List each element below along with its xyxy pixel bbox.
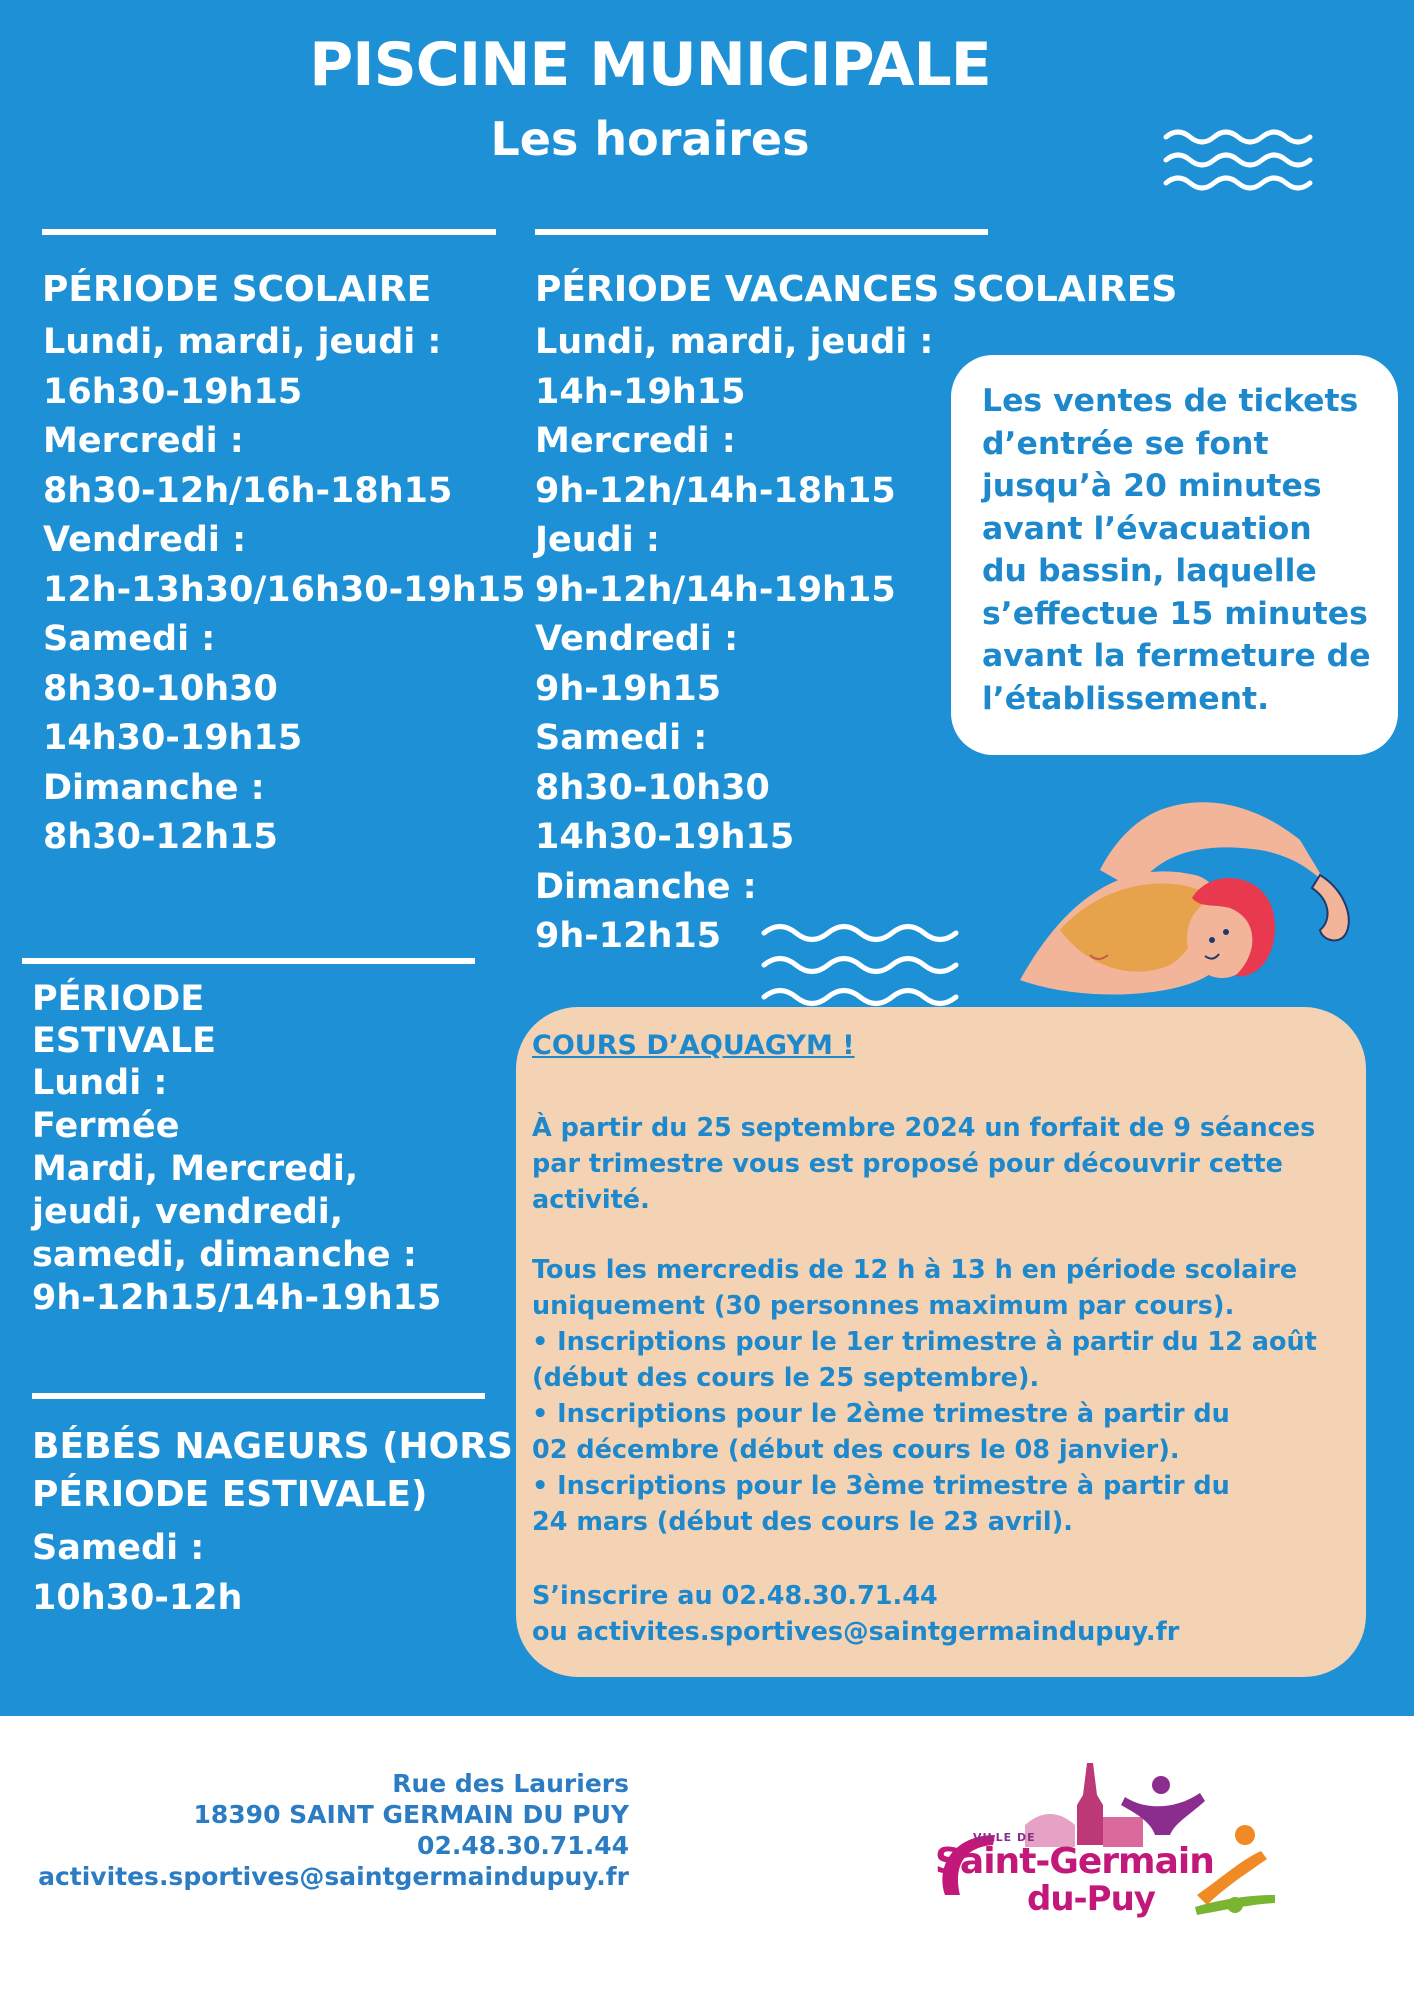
callout-line: jusqu’à 20 minutes [982,468,1322,504]
schedule-estivale [32,1062,441,1320]
schedule-line: Mercredi : [43,421,244,461]
divider-estivale [22,958,475,964]
schedule-line: 9h-12h15/14h-19h15 [32,1278,442,1318]
schedule-line: jeudi, vendredi, [32,1192,344,1232]
footer-email-link[interactable]: activites.sportives@saintgermaindupuy.fr [38,1862,629,1891]
schedule-line: Samedi : [535,718,708,758]
callout-line: avant la fermeture de [982,638,1371,674]
callout-line: l’établissement. [982,680,1270,717]
footer-street: Rue des Lauriers [392,1769,629,1798]
aquagym-line: À partir du 25 septembre 2024 un forfait de 9 séances [532,1113,1316,1143]
aquagym-line: • Inscriptions pour le 1er trimestre à partir du 12 août [532,1327,1317,1357]
schedule-line: 8h30-10h30 [43,668,278,709]
estivale-title-line: PÉRIODE [32,979,205,1019]
schedule-line: 14h30-19h15 [43,718,303,758]
schedule-line: Mardi, Mercredi, [32,1149,359,1189]
swimmer-illustration [960,780,1400,1030]
aquagym-heading: COURS D’AQUAGYM ! [532,1030,855,1061]
schedule-line: Dimanche : [43,767,265,808]
page-subtitle: Les horaires [490,112,810,166]
callout-line: avant l’évacuation [982,510,1312,547]
divider-vacances [535,229,988,235]
footer-city: 18390 SAINT GERMAIN DU PUY [193,1800,629,1829]
schedule-line: 9h-12h15 [535,916,722,956]
schedule-vacances [535,318,933,962]
divider-bebes [32,1393,485,1399]
page-title: PISCINE MUNICIPALE [309,30,991,100]
schedule-line: Dimanche : [535,866,757,907]
aquagym-phone[interactable]: S’inscrire au 02.48.30.71.44 [532,1581,938,1611]
schedule-line: 9h-12h/14h-18h15 [535,470,896,511]
schedule-line: Vendredi : [43,520,247,560]
schedule-line: 14h-19h15 [535,371,746,412]
footer-phone[interactable]: 02.48.30.71.44 [417,1831,629,1860]
schedule-line: Lundi, mardi, jeudi : [43,322,442,362]
aquagym-line: uniquement (30 personnes maximum par cours). [532,1291,1235,1321]
divider-scolaire [42,229,496,235]
aquagym-line: 24 mars (début des cours le 23 avril). [532,1507,1073,1537]
estivale-title-line: ESTIVALE [32,1021,217,1061]
schedule-line: Samedi : [43,619,216,659]
waves-icon [1162,125,1314,195]
schedule-line: 10h30-12h [32,1577,243,1618]
waves-icon [760,918,960,1013]
schedule-line: samedi, dimanche : [32,1235,417,1275]
logo-name-line2: du-Puy [1027,1879,1155,1919]
aquagym-line: • Inscriptions pour le 2ème trimestre à partir du [532,1399,1230,1429]
schedule-line: 16h30-19h15 [43,371,303,412]
city-logo [925,1755,1285,1919]
bebes-title-line: PÉRIODE ESTIVALE) [32,1474,428,1515]
schedule-line: Lundi, mardi, jeudi : [535,322,934,362]
logo-name-line1: Saint-Germain [935,1841,1214,1882]
schedule-line: 9h-12h/14h-19h15 [535,569,896,610]
section-title-scolaire: PÉRIODE SCOLAIRE [42,269,432,310]
section-title-vacances: PÉRIODE VACANCES SCOLAIRES [535,269,1178,310]
bebes-title-line: BÉBÉS NAGEURS (HORS [32,1426,513,1467]
section-title-bebes [32,1423,513,1519]
callout-line: Les ventes de tickets [982,383,1359,419]
aquagym-line: 02 décembre (début des cours le 08 janvier). [532,1435,1180,1465]
footer-address [38,1768,629,1892]
schedule-line: Jeudi : [535,520,660,560]
schedule-scolaire [43,318,525,863]
schedule-line: 14h30-19h15 [535,817,795,857]
aquagym-line: • Inscriptions pour le 3ème trimestre à partir du [532,1471,1230,1501]
schedule-line: Samedi : [32,1528,205,1568]
callout-line: s’effectue 15 minutes [982,595,1368,632]
aquagym-contact [532,1578,1352,1650]
schedule-line: 8h30-12h/16h-18h15 [43,470,453,511]
aquagym-email-link[interactable]: ou activites.sportives@saintgermaindupuy.fr [532,1617,1180,1647]
aquagym-details [532,1252,1352,1540]
schedule-line: 9h-19h15 [535,668,722,709]
schedule-line: 8h30-12h15 [43,817,278,857]
schedule-line: 12h-13h30/16h30-19h15 [43,569,526,610]
aquagym-intro [532,1110,1352,1218]
aquagym-line: (début des cours le 25 septembre). [532,1363,1040,1393]
callout-line: d’entrée se font [982,425,1269,462]
aquagym-line: par trimestre vous est proposé pour découvrir cette [532,1149,1283,1179]
aquagym-line: Tous les mercredis de 12 h à 13 h en période scolaire [532,1255,1298,1285]
schedule-line: 8h30-10h30 [535,767,770,808]
section-title-estivale [32,978,216,1062]
schedule-bebes [32,1524,242,1623]
logo-small-text: VILLE DE [973,1831,1036,1844]
callout-line: du bassin, laquelle [982,553,1317,589]
schedule-line: Vendredi : [535,619,739,659]
schedule-line: Mercredi : [535,421,736,461]
tickets-callout-text [982,380,1392,720]
aquagym-line: activité. [532,1185,650,1215]
schedule-line: Fermée [32,1106,180,1146]
schedule-line: Lundi : [32,1063,168,1103]
